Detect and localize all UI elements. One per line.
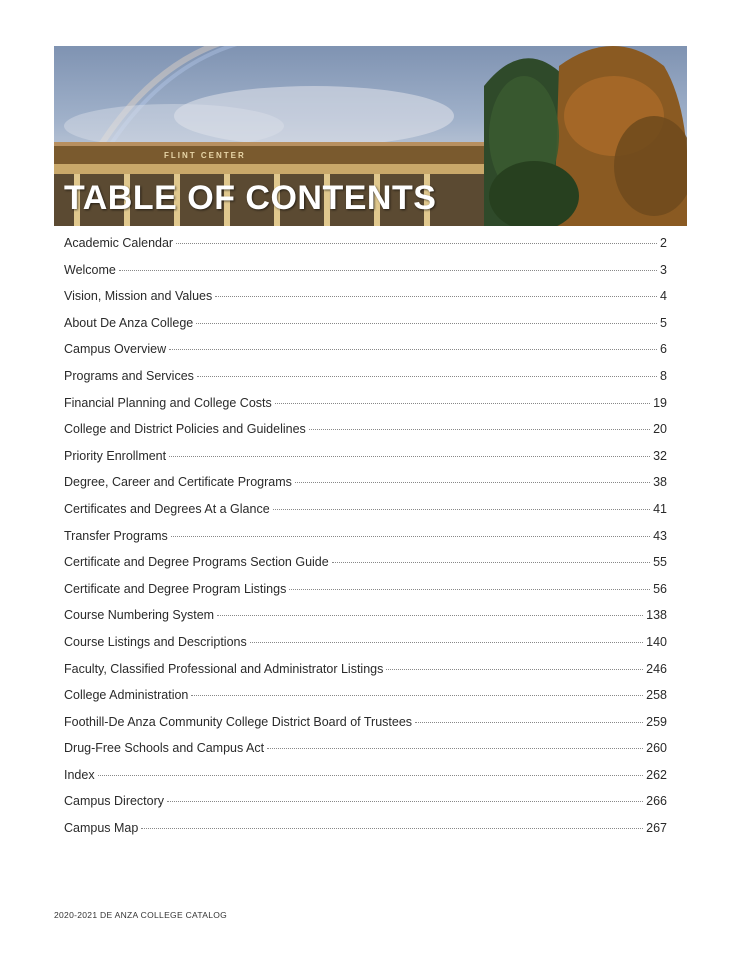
dot-leader [169,349,657,350]
dot-leader [167,801,643,802]
toc-page-number: 260 [646,741,667,756]
page-footer: 2020-2021 DE ANZA COLLEGE CATALOG [54,910,228,920]
toc-page-number: 2 [660,236,667,250]
toc-title: Course Listings and Descriptions [64,634,247,649]
toc-page-number: 19 [653,395,667,410]
toc-title: Programs and Services [64,368,194,383]
dot-leader [215,296,657,297]
toc-page-number: 38 [653,475,667,490]
toc-entry[interactable] [64,316,667,343]
toc-entry[interactable] [64,422,667,449]
toc-page-number: 56 [653,581,667,596]
toc-entry[interactable] [64,449,667,476]
dot-leader [267,748,643,749]
toc-title: Foothill-De Anza Community College District Board of Trustees [64,714,413,729]
toc-entry[interactable] [64,369,667,396]
building-roof [54,144,494,164]
toc-entry[interactable] [64,821,667,848]
dot-leader [141,828,643,829]
toc-title: Priority Enrollment [64,448,167,463]
toc-page-number: 259 [646,714,667,729]
toc-title: Degree, Career and Certificate Programs [64,475,292,490]
dot-leader [191,695,643,696]
toc-title: About De Anza College [64,315,194,330]
header-banner [54,46,687,226]
dot-leader [386,669,643,670]
toc-entry[interactable] [64,688,667,715]
toc-entry[interactable] [64,396,667,423]
toc-title: Academic Calendar [64,236,174,250]
toc-page-number: 32 [653,448,667,463]
toc-title: Certificate and Degree Programs Section Guide [64,555,329,570]
dot-leader [119,270,657,271]
toc-title: College Administration [64,688,189,703]
toc-title: Certificate and Degree Program Listings [64,581,287,596]
toc-entry[interactable] [64,475,667,502]
toc-page-number: 55 [653,555,667,570]
toc-title: Financial Planning and College Costs [64,395,272,410]
toc-page-number: 4 [660,289,667,304]
toc-page-number: 267 [646,821,667,836]
toc-entry[interactable] [64,768,667,795]
dot-leader [289,589,650,590]
toc-page-number: 20 [653,422,667,437]
toc-page-number: 43 [653,528,667,543]
dot-leader [295,482,650,483]
toc-entry[interactable] [64,555,667,582]
page-title: TABLE OF CONTENTS [64,179,437,217]
toc-title: Drug-Free Schools and Campus Act [64,741,265,756]
toc-title: Transfer Programs [64,528,168,543]
building-sign: FLINT CENTER [164,151,246,160]
toc-title: Campus Directory [64,794,165,809]
dot-leader [197,376,657,377]
dot-leader [309,429,650,430]
toc-entry[interactable] [64,662,667,689]
dot-leader [171,536,650,537]
dot-leader [196,323,657,324]
toc-page-number: 138 [646,608,667,623]
toc-entry[interactable] [64,715,667,742]
toc-entry[interactable] [64,502,667,529]
toc-page-number: 262 [646,767,667,782]
toc-entry[interactable] [64,342,667,369]
dot-leader [217,615,643,616]
toc-title: Certificates and Degrees At a Glance [64,501,270,516]
toc-title: Vision, Mission and Values [64,289,213,304]
toc-title: Course Numbering System [64,608,215,623]
dot-leader [98,775,644,776]
toc-entry[interactable] [64,794,667,821]
toc-title: Campus Map [64,821,139,836]
dot-leader [250,642,643,643]
table-of-contents [64,236,667,848]
toc-title: Campus Overview [64,342,167,357]
toc-page-number: 6 [660,342,667,357]
toc-entry[interactable] [64,263,667,290]
toc-entry[interactable] [64,236,667,263]
toc-page-number: 8 [660,368,667,383]
toc-entry[interactable] [64,289,667,316]
toc-page-number: 3 [660,262,667,277]
toc-page-number: 258 [646,688,667,703]
toc-page-number: 266 [646,794,667,809]
toc-entry[interactable] [64,529,667,556]
dot-leader [415,722,643,723]
toc-page-number: 41 [653,501,667,516]
toc-entry[interactable] [64,608,667,635]
dot-leader [176,243,657,244]
dot-leader [169,456,650,457]
dot-leader [275,403,650,404]
toc-title: Index [64,767,95,782]
toc-title: Faculty, Classified Professional and Administrator Listings [64,661,384,676]
toc-page-number: 246 [646,661,667,676]
toc-entry[interactable] [64,635,667,662]
toc-page-number: 140 [646,634,667,649]
toc-entry[interactable] [64,741,667,768]
dot-leader [273,509,650,510]
toc-entry[interactable] [64,582,667,609]
dot-leader [332,562,650,563]
toc-title: Welcome [64,262,116,277]
toc-page-number: 5 [660,315,667,330]
toc-title: College and District Policies and Guidelines [64,422,306,437]
